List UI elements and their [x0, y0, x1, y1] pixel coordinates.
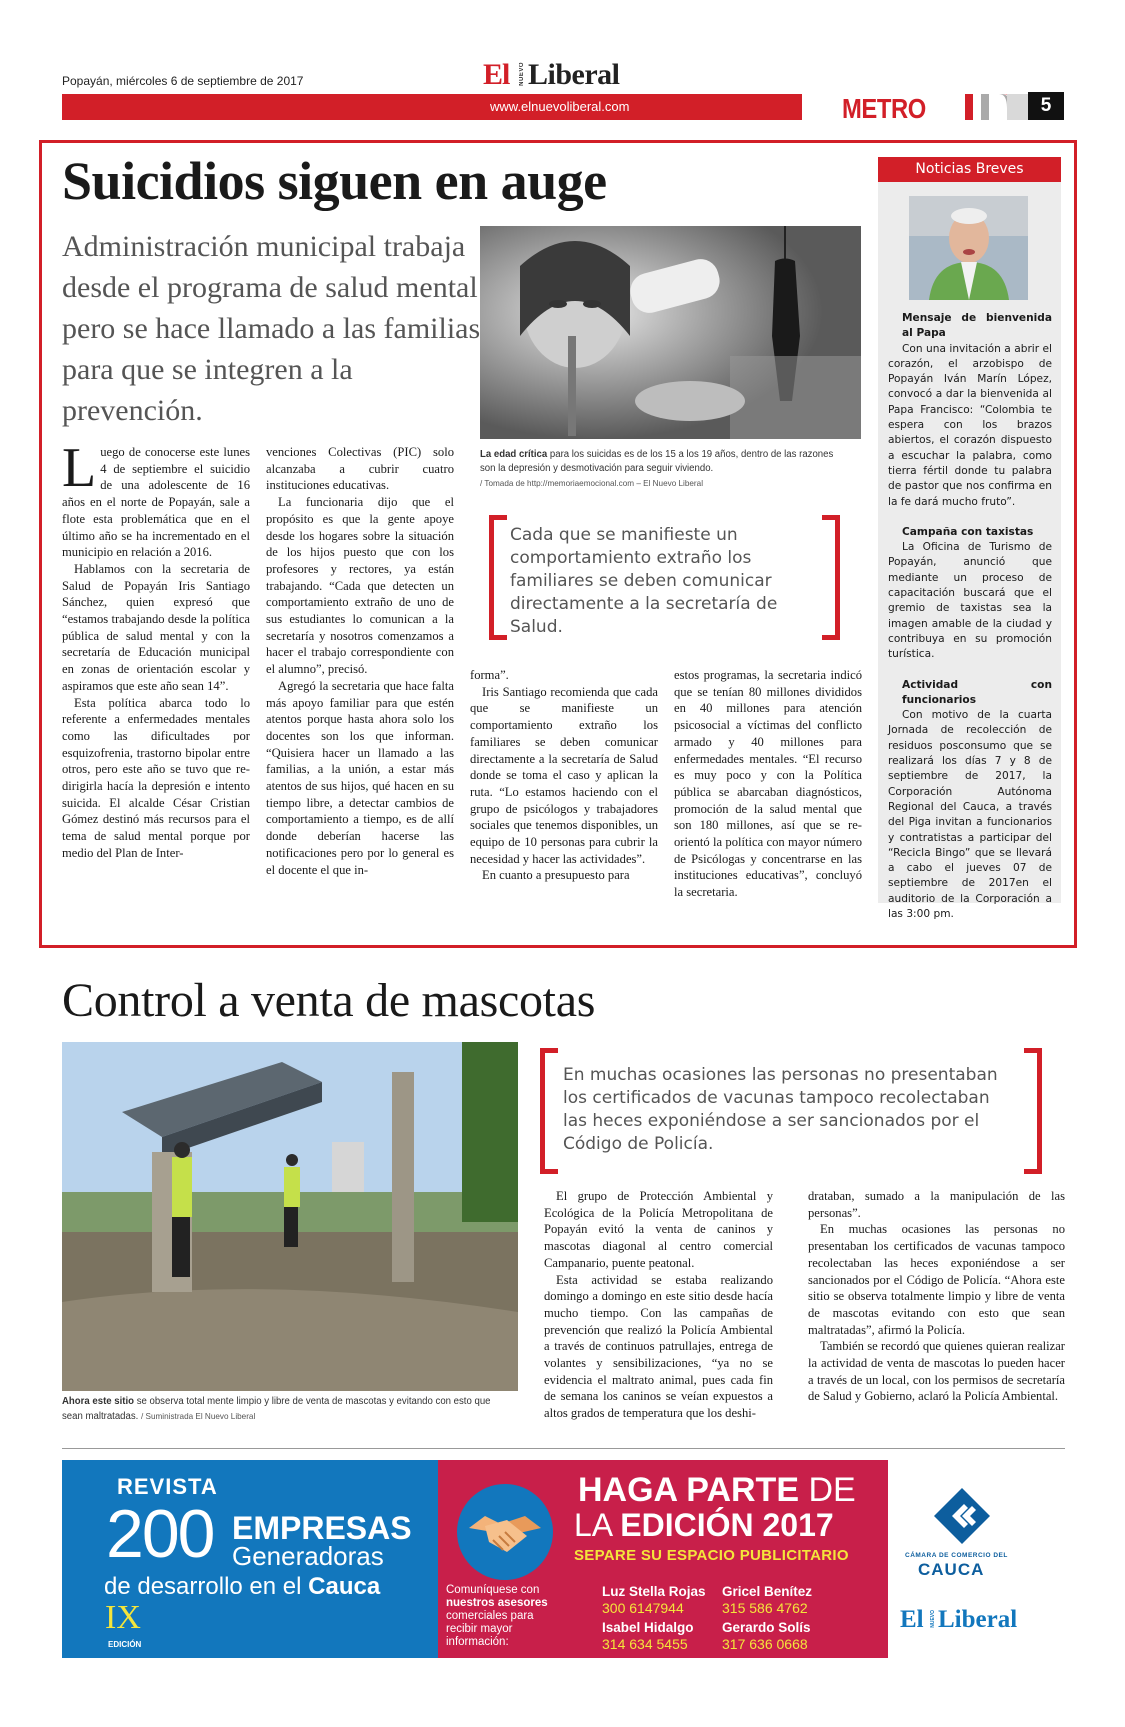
ad-generadoras: Generadoras: [232, 1541, 384, 1571]
pullquote: Cada que se manifieste un comportamiento extraño los familiares se deben comunicar directamente a la secretaría de Salud.: [510, 525, 778, 637]
pullquote-bracket-left: [489, 515, 507, 640]
paragraph: forma”.: [470, 668, 509, 682]
brief-body: Con una invitación a abrir el corazón, el arzobispo de Popayán Iván Marín López, convocó a dar la bienvenida al Papa Francisco: “Colombia te espera con los brazos abiertos, el corazón dispuesto a escuchar la palabra, como tierra fértil donde tu palabra de pastor que nos confirma en la fe dará mucho fruto”.: [888, 342, 1052, 508]
portrait-illustration: [909, 196, 1028, 300]
contact-phone[interactable]: 317 636 0668: [722, 1636, 808, 1652]
brief-heading: Actividad con funcionarios: [902, 678, 1052, 706]
paragraph: Luego de conocerse este lunes 4 de septiembre el suicidio de una adolescente de 16 años en el norte de Popayán, sale a flote esta problemática que en el último año se ha incrementado en el municipio en relación a 2016.: [62, 437, 250, 560]
photo-credit: / Suministrada El Nuevo Liberal: [140, 1411, 256, 1421]
pullquote-bracket-left: [540, 1048, 558, 1174]
chamber-label-small: CÁMARA DE COMERCIO DEL: [905, 1552, 1008, 1559]
chamber-label-big: CAUCA: [918, 1560, 985, 1579]
ad-headline-2: LA EDICIÓN 2017: [574, 1507, 834, 1543]
paragraph: En muchas ocasiones las personas no presentaban los certificados de vacunas tampoco recolectaban las heces exponiéndose a ser sancionados por el Código de Policía. “Ahora este sitio se observa totalmente limpio y libre de venta de mascotas evitando con esto que sean maltratadas”, afirmó la Policía.: [808, 1222, 1065, 1337]
brief-heading: Mensaje de bienvenida al Papa: [902, 312, 1052, 340]
paragraph: Esta actividad se estaba realizando domingo a domingo en este sitio desde hacía mucho tiempo. Con las campañas de prevención que realizó la Policía Ambiental a través de continuos patrullajes, entrega de volantes y sensibilizaciones, “ya no se evidencia el maltrato animal, pues cada fin de semana los caninos se veían expuestos a altos grados de temperatura que los deshi-: [544, 1272, 773, 1421]
contact-name: Gerardo Solís: [722, 1620, 811, 1635]
article-subtitle: Administración municipal trabaja desde el programa de salud mental pero se hace llamado a las familias para que se integren a la prevención.: [62, 230, 481, 427]
paragraph: En cuanto a presupuesto para: [482, 868, 630, 883]
photo-caption: La edad crítica para los suicidas es de los 15 a los 19 años, dentro de las razones son la depresión y desmotivación para seguir viviendo. / Tomada de http://memoriaemocional.com – El Nuevo Liberal: [480, 449, 834, 488]
brief-heading: Campaña con taxistas: [902, 525, 1034, 538]
site-url-link[interactable]: www.elnuevoliberal.com: [490, 99, 630, 114]
section-divider: [62, 1448, 1065, 1449]
article-column-1: [62, 437, 250, 862]
contact-phone[interactable]: 315 586 4762: [722, 1600, 808, 1616]
logo-nuevo: NUEVO: [519, 62, 525, 86]
paragraph: La funcionaria dijo que el propósito es que la gente apoye desde los hogares sobre la situación de los hijos puesto que con los profesores y rectores, ya están trabajando. “Cada que detecten un comportamiento extraño de uno de sus estudiantes lo comunican a la secretaría y nosotros comenzamos a hacer el trabajo correspondiente con el alumno”, precisó.: [266, 495, 454, 677]
ad-contact-note: Comuníquese con nuestros asesores comerciales para recibir mayor información:: [446, 1584, 548, 1648]
header-red-bar: [62, 94, 802, 120]
contact-phone[interactable]: 300 6147944: [602, 1600, 684, 1616]
ad-desarrollo: de desarrollo en el Cauca: [104, 1573, 381, 1600]
paragraph: Esta política abarca todo lo referente a enfermedades mentales como las dificultades por esquizofrenia, trastorno bipolar entre otros, pero este año se tuvo que re-dirigirla hacía la depresión e intento suicida. El alcalde César Cristian Gómez destinó más recursos para el tema de salud mental porque por medio del Plan de Inter-: [62, 695, 250, 860]
article-photo-police[interactable]: [62, 1042, 518, 1391]
logo-el: El: [483, 58, 510, 91]
article-column-2: [808, 1188, 1065, 1405]
paragraph: Agregó la secretaria que hace falta más apoyo familiar para que estén atentos porque hasta ahora solo los docentes son los que informan. “Quisiera hacer un llamado a las familias, a la unión, a estar más atentos de sus hijos, qué hacen en su tiempo libre, a detectar cambios de comportamiento a tiempo, es de allí donde deberían hacerse las notificaciones pero por lo general es el docente el que in-: [266, 678, 454, 877]
paragraph: Hablamos con la secretaria de Salud de Popayán Iris Santiago Sánchez, quien expresó que “estamos trabajando desde la política pública de salud mental y con la secretaría de Educación municipal en zonas de orientación escolar y aspiramos que este año sean 14”.: [62, 561, 250, 693]
photo-illustration: [62, 1042, 518, 1391]
drop-cap: L: [62, 437, 97, 499]
contact-name: Gricel Benítez: [722, 1584, 813, 1599]
photo-illustration: [480, 226, 861, 439]
contact-name: Isabel Hidalgo: [602, 1620, 694, 1635]
article-title: Control a venta de mascotas: [62, 974, 596, 1027]
article-column-2: [266, 444, 454, 878]
ad-empresas: EMPRESAS: [232, 1510, 412, 1546]
paragraph: Iris Santiago recomienda que cada que se manifieste un comportamiento extraño los familiares se deben comunicar directamente a la secretaría de Salud donde se toma el caso y aplican la ruta. “Lo estamos haciendo con el grupo de psicólogos y trabajadores sociales que tenemos disponibles, un equipo de 10 personas para cubrir la necesidad y hacer las actividades”.: [470, 684, 658, 866]
ad-edition-label: EDICIÓN: [108, 1640, 142, 1649]
section-name: METRO: [842, 93, 926, 124]
brief-body: Con motivo de la cuarta Jornada de recolección de residuos posconsumo que se realizará los días 7 y 8 de septiembre de 2017, la Corporación Autónoma Regional del Cauca, a través del Piga invitan a funcionarios y contratistas a participar del “Recicla Bingo” que se llevará a cabo el jueves 07 de septiembre de 2017en el auditorio de la Corporación a las 3:00 pm.: [888, 709, 1052, 920]
pullquote-bracket-right: [1024, 1048, 1042, 1174]
archbishop-photo[interactable]: [909, 196, 1028, 300]
brief-body: La Oficina de Turismo de Popayán, anunció que mediante un proceso de capacitación buscará que el gremio de taxistas sea la imagen amable de la ciudad y contribuya en su promoción turística.: [888, 541, 1052, 661]
contact-name: Luz Stella Rojas: [602, 1584, 706, 1599]
page-number: 5: [1028, 92, 1064, 120]
article-column-4: [674, 667, 862, 901]
article-column-1: [544, 1188, 773, 1422]
logo-liberal: Liberal: [528, 58, 620, 91]
paragraph: estos programas, la secretaria indicó que se tenían 80 millones divididos en 40 millones para atención psicosocial a víctimas del conflicto armado y 40 millones para enfermedades mentales. “El recurso es muy poco y con la Política pública se abarcaban diagnósticos, promoción de la salud mental que son 180 millones, así que se re-orientó la política con mayor número de Psicólogas y concentrarse en las instituciones educativas”, concluyó la secretaria.: [674, 668, 862, 900]
handshake-icon: [467, 1510, 543, 1556]
ad-number: 200: [106, 1496, 214, 1572]
photo-credit: / Tomada de http://memoriaemocional.com – El Nuevo Liberal: [480, 478, 704, 488]
masthead-logo[interactable]: [483, 58, 643, 90]
ad-revista: REVISTA: [117, 1474, 218, 1499]
article-column-3: [470, 667, 658, 884]
pullquote: En muchas ocasiones las personas no presentaban los certificados de vacunas tampoco recolectaban las heces exponiéndose a ser sancionados por el Código de Policía.: [563, 1065, 998, 1154]
article-title: Suicidios siguen en auge: [62, 151, 607, 211]
paragraph: venciones Colectivas (PIC) solo alcanzaba a cubrir cuatro instituciones educativas.: [266, 445, 454, 493]
paragraph: El grupo de Protección Ambiental y Ecológica de la Policía Metropolitana de Popayán evitó la venta de caninos y mascotas diagonal al centro comercial Campanario, puente peatonal.: [544, 1189, 773, 1270]
sidebar-title: Noticias Breves: [878, 157, 1061, 182]
ad-headline: HAGA PARTE DE: [578, 1471, 856, 1509]
paragraph: drataban, sumado a la manipulación de las personas”.: [808, 1189, 1065, 1220]
chamber-of-commerce-logo-icon: [932, 1486, 992, 1546]
article-photo-suicide[interactable]: [480, 226, 861, 439]
paragraph: También se recordó que quienes quieran realizar la actividad de venta de mascotas lo pueden hacer a través de un local, con los permisos de secretaría de Salud y Gobierno, aclaró la Policía Ambiental.: [808, 1339, 1065, 1404]
sidebar-text: [888, 311, 1052, 937]
pullquote-bracket-right: [822, 515, 840, 640]
ad-edition-numeral: IX: [105, 1599, 141, 1636]
contact-phone[interactable]: 314 634 5455: [602, 1636, 688, 1652]
ad-call-to-action: SEPARE SU ESPACIO PUBLICITARIO: [574, 1547, 849, 1564]
photo-caption: Ahora este sitio se observa total mente limpio y libre de venta de mascotas y evitando con esto que sean maltratadas. / Suministrada El Nuevo Liberal: [62, 1396, 491, 1422]
issue-date: Popayán, miércoles 6 de septiembre de 2017: [62, 74, 304, 88]
ad-newspaper-logo: El NUEVO Liberal: [900, 1606, 1018, 1633]
